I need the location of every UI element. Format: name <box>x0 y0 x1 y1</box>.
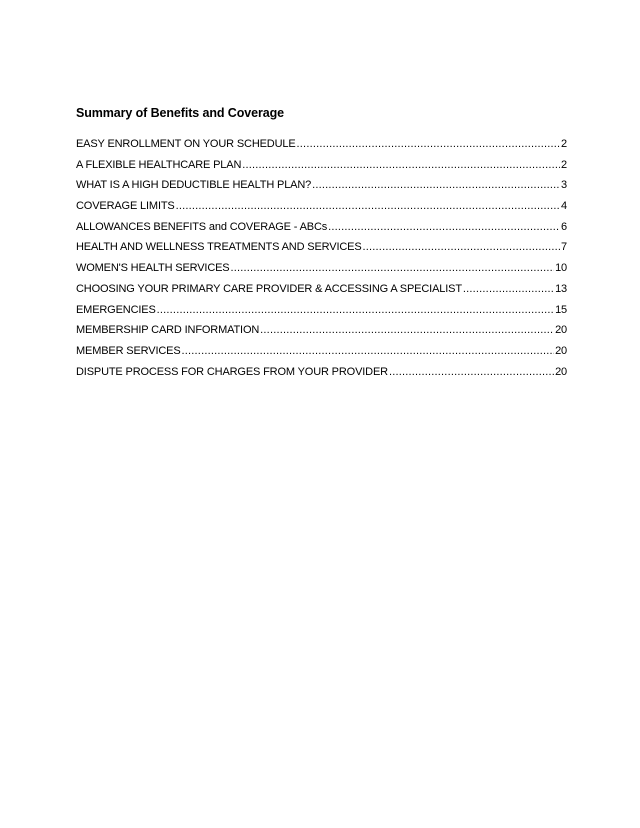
toc-entry-page: 20 <box>555 344 567 357</box>
toc-entry[interactable] <box>76 221 567 242</box>
toc-dot-leader <box>297 138 560 150</box>
toc-entry-title: MEMBER SERVICES <box>76 344 181 357</box>
toc-entry-page: 15 <box>555 303 567 316</box>
toc-entry[interactable] <box>76 179 567 200</box>
toc-entry[interactable] <box>76 324 567 345</box>
toc-entry[interactable] <box>76 345 567 366</box>
toc-entry[interactable] <box>76 159 567 180</box>
toc-entry[interactable] <box>76 200 567 221</box>
toc-dot-leader <box>182 345 555 357</box>
toc-entry-title: A FLEXIBLE HEALTHCARE PLAN <box>76 158 242 171</box>
toc-dot-leader <box>328 221 560 233</box>
toc-entry-page: 13 <box>555 282 567 295</box>
toc-dot-leader <box>157 304 554 316</box>
toc-entry-page: 4 <box>561 200 567 213</box>
toc-entry-title: COVERAGE LIMITS <box>76 200 175 213</box>
toc-dot-leader <box>242 159 560 171</box>
toc-dot-leader <box>260 324 554 336</box>
toc-entry-title: EASY ENROLLMENT ON YOUR SCHEDULE <box>76 138 296 150</box>
toc-entry-title: WHAT IS A HIGH DEDUCTIBLE HEALTH PLAN? <box>76 179 312 192</box>
toc-entry[interactable] <box>76 262 567 283</box>
toc-entry[interactable] <box>76 304 567 325</box>
page-title: Summary of Benefits and Coverage <box>76 106 284 120</box>
toc-dot-leader <box>363 241 561 253</box>
toc-entry-title: DISPUTE PROCESS FOR CHARGES FROM YOUR PROVIDER <box>76 365 388 378</box>
toc-entry[interactable] <box>76 366 567 387</box>
toc-dot-leader <box>176 200 560 212</box>
toc-dot-leader <box>312 179 560 191</box>
toc-entry-title: HEALTH AND WELLNESS TREATMENTS AND SERVICES <box>76 241 362 254</box>
table-of-contents <box>76 138 567 386</box>
toc-entry-page: 6 <box>561 220 567 233</box>
toc-entry-title: EMERGENCIES <box>76 303 156 316</box>
toc-dot-leader <box>389 366 554 378</box>
toc-entry-title: CHOOSING YOUR PRIMARY CARE PROVIDER & ACCESSING A SPECIALIST <box>76 282 462 295</box>
toc-entry-page: 10 <box>555 262 567 275</box>
toc-entry[interactable] <box>76 241 567 262</box>
toc-entry-page: 2 <box>561 138 567 150</box>
toc-entry[interactable] <box>76 283 567 304</box>
toc-entry-page: 3 <box>561 179 567 192</box>
toc-entry-page: 2 <box>561 158 567 171</box>
toc-entry-title: ALLOWANCES BENEFITS and COVERAGE - ABCs <box>76 220 328 233</box>
toc-dot-leader <box>463 283 554 295</box>
toc-entry-title: MEMBERSHIP CARD INFORMATION <box>76 324 260 337</box>
toc-entry[interactable] <box>76 138 567 159</box>
toc-entry-page: 20 <box>555 324 567 337</box>
toc-entry-page: 20 <box>555 365 567 378</box>
toc-entry-page: 7 <box>561 241 567 254</box>
toc-dot-leader <box>231 262 555 274</box>
toc-entry-title: WOMEN'S HEALTH SERVICES <box>76 262 230 275</box>
